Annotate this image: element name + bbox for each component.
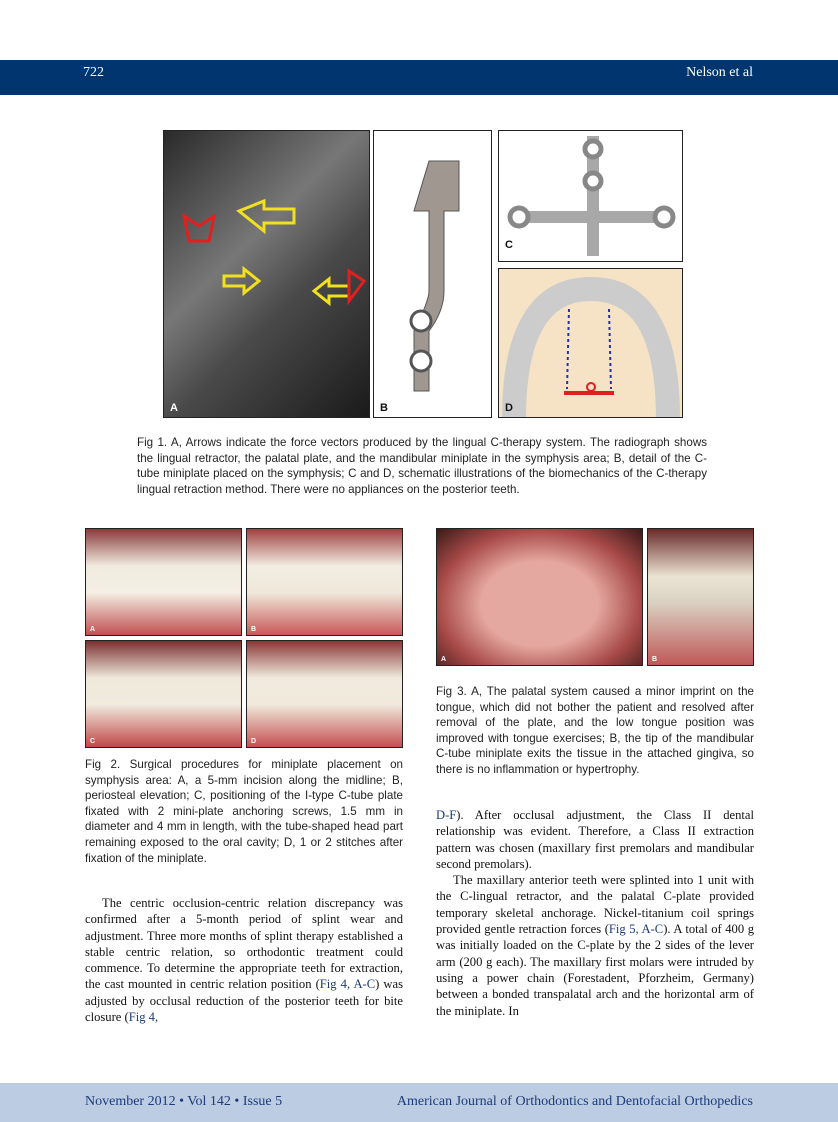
body-text: ). A total of 400 g was initially loaded on the C-plate by the 2 sides of the lever arm (200 g each). The maxillary first molars were intruded by using a power chain (Forestadent, Pforzheim, Germany) between a bonded transpalatal arch and the horizontal arm of the miniplate. In <box>436 922 754 1018</box>
panel-label: D <box>505 402 513 414</box>
body-right-column <box>436 807 754 1019</box>
panel-label: B <box>380 402 388 414</box>
fig2-panel-d <box>246 640 403 748</box>
running-footer <box>0 1083 838 1122</box>
fig1-panel-b-miniplate <box>373 130 492 418</box>
body-text: The maxillary anterior teeth were splinted into 1 unit with the C-lingual retractor, and the palatal C-plate provided temporary skeletal anchorage. Nickel-titanium coil springs provided gentle retraction forces ( <box>436 873 754 937</box>
body-left-column <box>85 895 403 1025</box>
c-plate-illustration <box>499 131 683 262</box>
body-text: ). After occlusal adjustment, the Class II dental relationship was evident. Therefore, a Class II extraction pattern was chosen (maxillary first premolars and mandibular second premolars). <box>436 808 754 871</box>
page-number: 722 <box>83 65 104 80</box>
figure-4-link[interactable]: Fig 4, <box>128 1010 159 1025</box>
fig3-panel-a-tongue <box>436 528 643 666</box>
panel-label: A <box>170 402 178 414</box>
figure-2-caption: Fig 2. Surgical procedures for miniplate placement on symphysis area: A, a 5-mm incision along the midline; B, periosteal elevation; C, positioning of the I-type C-tube plate fixated with 2 mini-plate anchoring screws, 1.5 mm in diameter and 4 mm in length, with the tube-shaped head part remaining exposed to the oral cavity; D, 1 or 2 stitches after fixation of the miniplate. <box>85 758 403 865</box>
fig1-panel-a-radiograph <box>163 130 370 418</box>
body-text: The centric occlusion-centric relation discrepancy was confirmed after a 5-month period of splint wear and adjustment. Three more months of splint therapy established a stable centric relation, so orthodontic treatment could commence. To determine the appropriate teeth for extraction, the cast mounted in centric relation position ( <box>85 896 403 992</box>
fig2-panel-c <box>85 640 242 748</box>
panel-label: B <box>251 626 257 633</box>
fig2-panel-a <box>85 528 242 636</box>
figure-5-link[interactable]: Fig 5, A-C <box>608 922 664 937</box>
arch-schematic <box>499 269 683 418</box>
fig2-panel-b <box>246 528 403 636</box>
panel-label: D <box>251 738 257 745</box>
figure-4-link[interactable]: D-F <box>436 808 457 822</box>
issue-info: November 2012 • Vol 142 • Issue 5 <box>85 1094 283 1109</box>
journal-name: American Journal of Orthodontics and Dentofacial Orthopedics <box>396 1094 753 1109</box>
fig1-panel-d-schematic <box>498 268 683 418</box>
body-text: ) was adjusted by occlusal reduction of the posterior teeth for bite closure ( <box>85 977 403 1025</box>
figure-1-caption: Fig 1. A, Arrows indicate the force vectors produced by the lingual C-therapy system. The radiograph shows the lingual retractor, the palatal plate, and the mandibular miniplate in the symphysis area; B, detail of the C-tube miniplate placed on the symphysis; C and D, schematic illustrations of the biomechanics of the C-therapy lingual retraction method. There were no appliances on the posterior teeth. <box>137 436 707 496</box>
fig1-panel-c-plate <box>498 130 683 262</box>
running-authors: Nelson et al <box>686 65 753 80</box>
running-header <box>0 60 838 95</box>
miniplate-illustration <box>374 131 492 418</box>
fig3-panel-b-miniplate-tip <box>647 528 754 666</box>
panel-label: C <box>90 738 96 745</box>
panel-label: C <box>505 239 513 251</box>
figure-3-caption: Fig 3. A, The palatal system caused a minor imprint on the tongue, which did not bother the patient and resolved after removal of the plate, and the low tongue position was improved with tongue exercises; B, the tip of the mandibular C-tube miniplate exits the tissue in the attached gingiva, so there is no inflammation or hypertrophy. <box>436 685 754 776</box>
panel-label: B <box>652 656 658 663</box>
figure-4-link[interactable]: Fig 4, A-C <box>319 977 376 992</box>
panel-label: A <box>90 626 96 633</box>
force-arrows-overlay <box>164 131 370 418</box>
panel-label: A <box>441 656 447 663</box>
